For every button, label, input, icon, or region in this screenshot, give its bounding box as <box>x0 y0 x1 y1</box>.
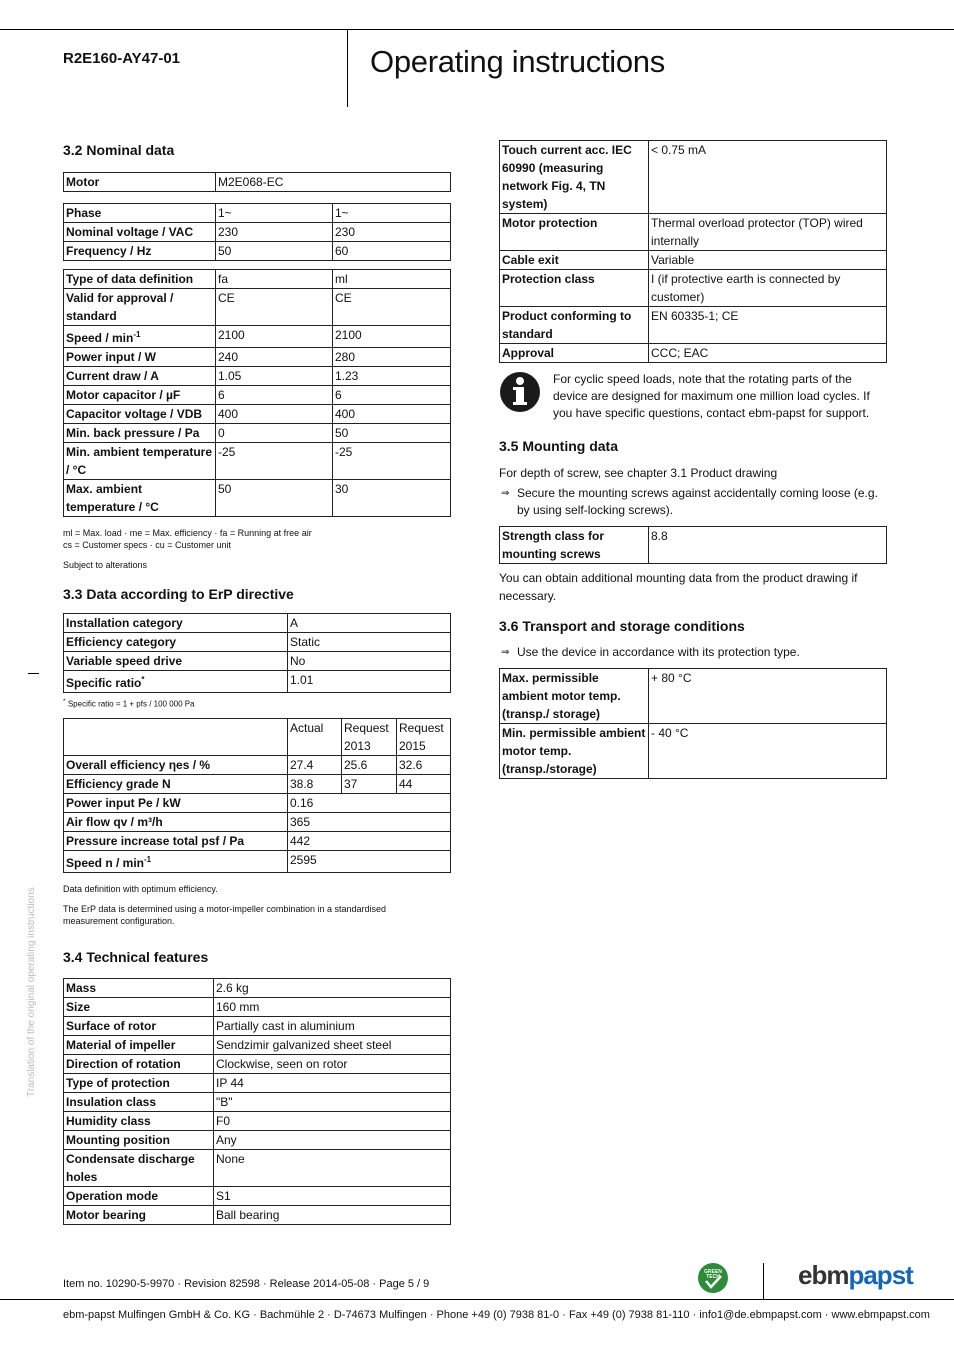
greentech-icon <box>697 1262 729 1294</box>
table-row <box>64 348 451 367</box>
row-value: 50 <box>216 480 333 517</box>
row-value: 2100 <box>333 326 451 348</box>
mounting-bullet-text: Secure the mounting screws against accidentally coming loose (e.g. by using self-locking screws). <box>517 486 878 517</box>
row-value: < 0.75 mA <box>649 141 887 214</box>
row-label: Specific ratio* <box>64 671 288 693</box>
superscript: -1 <box>144 854 152 864</box>
row-value: 230 <box>333 223 451 242</box>
row-value: - 40 °C <box>649 724 887 779</box>
footnote-star: * <box>63 698 66 705</box>
table-row <box>64 405 451 424</box>
mounting-table <box>499 526 887 564</box>
top-rule <box>0 29 954 30</box>
row-label: Motor protection <box>500 214 649 251</box>
row-value: Partially cast in aluminium <box>214 1016 451 1035</box>
row-value: 2100 <box>216 326 333 348</box>
motor-value: M2E068-EC <box>216 173 451 192</box>
table-row <box>64 204 451 223</box>
table-row <box>64 793 451 812</box>
row-label: Product conforming to standard <box>500 307 649 344</box>
row-label: Efficiency grade N <box>64 774 288 793</box>
row-label: Max. ambient temperature / °C <box>64 480 216 517</box>
row-value: 230 <box>216 223 333 242</box>
table-row <box>64 443 451 480</box>
table-row <box>500 669 887 724</box>
table-row <box>64 173 451 192</box>
row-label: Min. permissible ambient motor temp. (transp./storage) <box>500 724 649 779</box>
row-label: Mounting position <box>64 1130 214 1149</box>
table-row <box>64 1073 451 1092</box>
table-row <box>500 214 887 251</box>
svg-text:GREEN: GREEN <box>704 1269 722 1275</box>
table-row <box>64 1092 451 1111</box>
row-value: 1~ <box>216 204 333 223</box>
row-label: Protection class <box>500 270 649 307</box>
row-value: IP 44 <box>214 1073 451 1092</box>
row-label: Frequency / Hz <box>64 242 216 261</box>
table-row <box>64 1111 451 1130</box>
row-value: F0 <box>214 1111 451 1130</box>
row-label: Humidity class <box>64 1111 214 1130</box>
row-label: Condensate discharge holes <box>64 1149 214 1186</box>
row-value: Variable <box>649 251 887 270</box>
row-value: Static <box>288 633 451 652</box>
mounting-bullet <box>499 485 887 519</box>
mounting-outro: You can obtain additional mounting data from the product drawing if necessary. <box>499 571 858 603</box>
table-row <box>64 614 451 633</box>
erp-table-2 <box>63 718 451 873</box>
table-row <box>64 424 451 443</box>
table-row <box>64 831 451 850</box>
row-label: Direction of rotation <box>64 1054 214 1073</box>
erp-note-1: Data definition with optimum efficiency. <box>63 883 218 894</box>
row-value: 50 <box>216 242 333 261</box>
table-row <box>64 223 451 242</box>
arrow-icon: ⇒ <box>501 488 510 499</box>
row-value: 400 <box>333 405 451 424</box>
erp-table-1 <box>63 613 451 693</box>
table-row <box>500 344 887 363</box>
row-label: Min. back pressure / Pa <box>64 424 216 443</box>
row-label: Nominal voltage / VAC <box>64 223 216 242</box>
info-text: For cyclic speed loads, note that the rotating parts of the device are designed for maximum one million load cycles. If you have specific questions, contact ebm-papst for support. <box>553 372 870 420</box>
row-value: CE <box>216 289 333 326</box>
row-label: Motor capacitor / µF <box>64 386 216 405</box>
row-label: Air flow qv / m³/h <box>64 812 288 831</box>
row-value: 2.6 kg <box>214 978 451 997</box>
electrical-table <box>499 140 887 363</box>
table-row <box>64 812 451 831</box>
superscript: -1 <box>133 330 141 339</box>
table-row <box>64 242 451 261</box>
motor-label: Motor <box>64 173 216 192</box>
nominal-table-2 <box>63 269 451 517</box>
arrow-icon: ⇒ <box>501 647 510 658</box>
table-row <box>64 997 451 1016</box>
row-value: 44 <box>397 774 451 793</box>
row-value: 0.16 <box>288 793 451 812</box>
row-value: 1~ <box>333 204 451 223</box>
row-value: A <box>288 614 451 633</box>
table-row <box>64 1035 451 1054</box>
row-label: Power input / W <box>64 348 216 367</box>
row-value: 1.05 <box>216 367 333 386</box>
row-value: No <box>288 652 451 671</box>
table-row <box>64 652 451 671</box>
row-label: Motor bearing <box>64 1205 214 1224</box>
logo-divider <box>763 1263 764 1299</box>
margin-tick <box>28 673 39 674</box>
table-row <box>64 289 451 326</box>
row-value: 6 <box>333 386 451 405</box>
row-value: 2595 <box>288 850 451 872</box>
row-value: 0 <box>216 424 333 443</box>
row-label: Material of impeller <box>64 1035 214 1054</box>
row-label: Speed / $\min^{-1}$ <box>64 326 216 348</box>
row-value: 442 <box>288 831 451 850</box>
table-row <box>64 1149 451 1186</box>
row-label: Installation category <box>64 614 288 633</box>
row-value: 27.4 <box>288 755 342 774</box>
table-row <box>64 1205 451 1224</box>
table-row <box>64 367 451 386</box>
svg-text:TECH: TECH <box>706 1274 720 1280</box>
row-value: 60 <box>333 242 451 261</box>
table-row <box>64 1016 451 1035</box>
table-row <box>64 1054 451 1073</box>
row-label: Variable speed drive <box>64 652 288 671</box>
table-row <box>64 671 451 693</box>
legend-line-1: ml = Max. load · me = Max. efficiency · fa = Running at free air <box>63 528 312 538</box>
specific-ratio-footnote: Specific ratio = 1 + pfs / 100 000 Pa <box>67 699 195 709</box>
row-label: Surface of rotor <box>64 1016 214 1035</box>
table-row <box>64 270 451 289</box>
row-label: Power input Pe / kW <box>64 793 288 812</box>
row-value: ml <box>333 270 451 289</box>
nominal-table-1 <box>63 203 451 261</box>
transport-heading: 3.6 Transport and storage conditions <box>499 618 745 634</box>
brand-logo: ebmpapst <box>798 1260 913 1290</box>
right-column <box>499 140 887 779</box>
row-label: Efficiency category <box>64 633 288 652</box>
row-value: 280 <box>333 348 451 367</box>
row-value: I (if protective earth is connected by customer) <box>649 270 887 307</box>
column-header: Request 2013 <box>342 718 397 755</box>
row-value: Ball bearing <box>214 1205 451 1224</box>
erp-note-2: The ErP data is determined using a motor-impeller combination in a standardised measurement configuration. <box>63 903 387 926</box>
table-row <box>64 755 451 774</box>
row-label: Size <box>64 997 214 1016</box>
legend-line-2: cs = Customer specs · cu = Customer unit <box>63 540 232 550</box>
transport-table <box>499 668 887 779</box>
row-label: Valid for approval / standard <box>64 289 216 326</box>
nominal-heading: 3.2 Nominal data <box>63 142 175 158</box>
superscript: * <box>141 675 145 684</box>
row-label: Insulation class <box>64 1092 214 1111</box>
row-value: Sendzimir galvanized sheet steel <box>214 1035 451 1054</box>
document-title: Operating instructions <box>370 44 665 79</box>
table-row <box>64 1130 451 1149</box>
transport-bullet <box>499 644 887 661</box>
table-row <box>64 386 451 405</box>
row-value: EN 60335-1; CE <box>649 307 887 344</box>
strength-label: Strength class for mounting screws <box>500 527 649 564</box>
motor-table <box>63 172 451 192</box>
table-row <box>64 326 451 348</box>
row-value: 365 <box>288 812 451 831</box>
table-row <box>500 527 887 564</box>
sidebar-note: Translation of the original operating instructions <box>26 887 37 1097</box>
greentech-logo <box>697 1262 729 1297</box>
row-value: Any <box>214 1130 451 1149</box>
table-row <box>500 251 887 270</box>
row-value: 32.6 <box>397 755 451 774</box>
row-value: Clockwise, seen on rotor <box>214 1054 451 1073</box>
row-label: Min. ambient temperature / °C <box>64 443 216 480</box>
row-value: 50 <box>333 424 451 443</box>
column-header: Request 2015 <box>397 718 451 755</box>
row-value: 30 <box>333 480 451 517</box>
table-header-row <box>64 718 451 755</box>
row-label: Operation mode <box>64 1186 214 1205</box>
row-value: 6 <box>216 386 333 405</box>
row-value: 25.6 <box>342 755 397 774</box>
row-value: 1.01 <box>288 671 451 693</box>
row-value: 400 <box>216 405 333 424</box>
row-label: Capacitor voltage / VDB <box>64 405 216 424</box>
table-row <box>500 141 887 214</box>
row-value: fa <box>216 270 333 289</box>
column-header: Actual <box>288 718 342 755</box>
row-value: Thermal overload protector (TOP) wired internally <box>649 214 887 251</box>
mounting-heading: 3.5 Mounting data <box>499 438 618 454</box>
table-row <box>64 978 451 997</box>
strength-value: 8.8 <box>649 527 887 564</box>
header-divider <box>347 29 348 107</box>
row-label: Pressure increase total psf / Pa <box>64 831 288 850</box>
header-empty <box>64 718 288 755</box>
row-label: Type of data definition <box>64 270 216 289</box>
row-label: Max. permissible ambient motor temp. (transp./ storage) <box>500 669 649 724</box>
row-value: S1 <box>214 1186 451 1205</box>
row-value: "B" <box>214 1092 451 1111</box>
company-info: ebm-papst Mulfingen GmbH & Co. KG · Bachmühle 2 · D-74673 Mulfingen · Phone +49 (0) 7938 81-0 · Fax +49 (0) 7938 81-110 · info1@de.ebmpapst.com · www.ebmpapst.com <box>63 1309 930 1321</box>
bottom-rule <box>0 1299 954 1300</box>
left-column <box>63 142 451 1225</box>
row-value: CCC; EAC <box>649 344 887 363</box>
item-info: Item no. 10290-5-9970 · Revision 82598 · Release 2014-05-08 · Page 5 / 9 <box>63 1278 430 1290</box>
row-label: Cable exit <box>500 251 649 270</box>
table-row <box>64 1186 451 1205</box>
row-label: Type of protection <box>64 1073 214 1092</box>
row-label: Mass <box>64 978 214 997</box>
info-icon <box>499 371 541 413</box>
row-label: Phase <box>64 204 216 223</box>
table-row <box>500 307 887 344</box>
row-label: Current draw / A <box>64 367 216 386</box>
row-value: 37 <box>342 774 397 793</box>
table-row <box>500 724 887 779</box>
row-value: None <box>214 1149 451 1186</box>
table-row <box>500 270 887 307</box>
erp-heading: 3.3 Data according to ErP directive <box>63 586 294 602</box>
row-value: 38.8 <box>288 774 342 793</box>
table-row <box>64 774 451 793</box>
table-row <box>64 633 451 652</box>
row-value: -25 <box>216 443 333 480</box>
row-value: 240 <box>216 348 333 367</box>
row-value: 160 mm <box>214 997 451 1016</box>
table-row <box>64 480 451 517</box>
tech-table <box>63 978 451 1225</box>
transport-bullet-text: Use the device in accordance with its protection type. <box>517 645 800 659</box>
row-value: 1.23 <box>333 367 451 386</box>
row-label: Approval <box>500 344 649 363</box>
table-row <box>64 850 451 872</box>
row-value: -25 <box>333 443 451 480</box>
info-box <box>499 371 887 422</box>
subject-note: Subject to alterations <box>63 560 148 570</box>
mounting-intro: For depth of screw, see chapter 3.1 Product drawing <box>499 466 778 480</box>
tech-heading: 3.4 Technical features <box>63 948 209 965</box>
row-value: + 80 °C <box>649 669 887 724</box>
model-number: R2E160-AY47-01 <box>63 50 181 67</box>
row-label: Speed n / $\min^{-1}$ <box>64 850 288 872</box>
row-label: Touch current acc. IEC 60990 (measuring network Fig. 4, TN system) <box>500 141 649 214</box>
row-label: Overall efficiency ηes / % <box>64 755 288 774</box>
row-value: CE <box>333 289 451 326</box>
